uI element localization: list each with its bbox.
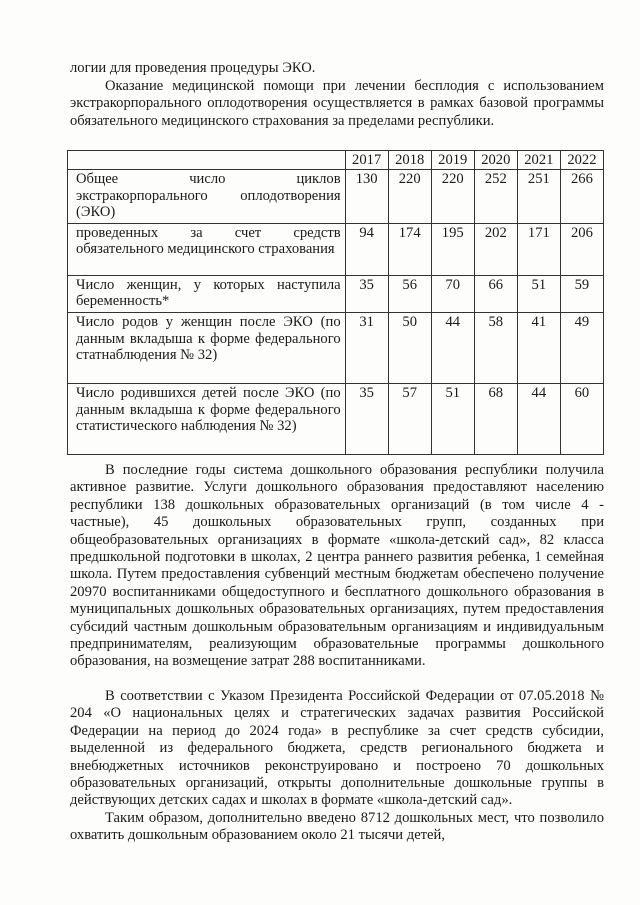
year-header: 2018 xyxy=(388,151,431,170)
preschool-paragraph: В последние годы система дошкольного образования республики получила активное развитие. Услуги дошкольного образования предоставляют населению республики 138 дошкольных образовательных организаций (в том числе 4 - частные), 45 дошкольных образовательных групп, созданных при общеобразовательных организациях в формате «школа-детский сад», 82 класса предшкольной подготовки в школах, 2 центра раннего развития ребенка, 1 семейная школа. Путем предоставления субвенций местным бюджетам обеспечено получение 20970 воспитанниками общедоступного и бесплатного дошкольного образования в муниципальных дошкольных образовательных организациях, путем предоставления субсидий частным дошкольным образовательным организациям и индивидуальным предпринимателям, реализующим образовательные программы дошкольного образования, на возмещение затрат 288 воспитанниками. xyxy=(70,462,604,670)
row-label: Общее число циклов экстракорпорального оплодотворения (ЭКО) xyxy=(68,170,346,224)
table-row xyxy=(68,275,604,312)
table-cell: 44 xyxy=(517,383,560,454)
table-cell: 58 xyxy=(474,312,517,383)
table-cell: 195 xyxy=(431,223,474,275)
table-cell: 49 xyxy=(560,312,603,383)
table-cell: 50 xyxy=(388,312,431,383)
table-cell: 68 xyxy=(474,383,517,454)
table-cell: 41 xyxy=(517,312,560,383)
table-corner-cell xyxy=(68,151,346,170)
table-cell: 56 xyxy=(388,275,431,312)
year-header: 2020 xyxy=(474,151,517,170)
table-cell: 57 xyxy=(388,383,431,454)
table-cell: 251 xyxy=(517,170,560,224)
year-header: 2017 xyxy=(345,151,388,170)
table-cell: 31 xyxy=(345,312,388,383)
year-header: 2019 xyxy=(431,151,474,170)
table-cell: 35 xyxy=(345,383,388,454)
table-cell: 60 xyxy=(560,383,603,454)
table-cell: 35 xyxy=(345,275,388,312)
year-header: 2022 xyxy=(560,151,603,170)
table-cell: 51 xyxy=(431,383,474,454)
table-cell: 94 xyxy=(345,223,388,275)
table-cell: 252 xyxy=(474,170,517,224)
table-cell: 202 xyxy=(474,223,517,275)
table-cell: 220 xyxy=(431,170,474,224)
table-cell: 266 xyxy=(560,170,603,224)
row-label: Число родов у женщин после ЭКО (по данным вкладыша к форме федерального статнаблюдения № 32) xyxy=(68,312,346,383)
table-cell: 51 xyxy=(517,275,560,312)
eco-statistics-table xyxy=(67,150,604,455)
table-cell: 130 xyxy=(345,170,388,224)
table-cell: 220 xyxy=(388,170,431,224)
intro-line: логии для проведения процедуры ЭКО. xyxy=(70,60,316,76)
year-header: 2021 xyxy=(517,151,560,170)
table-cell: 59 xyxy=(560,275,603,312)
table-cell: 44 xyxy=(431,312,474,383)
table-row xyxy=(68,170,604,224)
table-cell: 70 xyxy=(431,275,474,312)
intro-paragraph: Оказание медицинской помощи при лечении бесплодия с использованием экстракорпорального оплодотворения осуществляется в рамках базовой программы обязательного медицинского страхования за пределами республики. xyxy=(70,78,604,129)
row-label: проведенных за счет средств обязательного медицинского страхования xyxy=(68,223,346,275)
table-cell: 171 xyxy=(517,223,560,275)
row-label: Число женщин, у которых наступила беременность* xyxy=(68,275,346,312)
table-row xyxy=(68,383,604,454)
table-header-row xyxy=(68,151,604,170)
table-row xyxy=(68,223,604,275)
table-cell: 206 xyxy=(560,223,603,275)
table-cell: 174 xyxy=(388,223,431,275)
table-row xyxy=(68,312,604,383)
table-cell: 66 xyxy=(474,275,517,312)
summary-paragraph: Таким образом, дополнительно введено 8712 дошкольных мест, что позволило охватить дошкольным образованием около 21 тысячи детей, xyxy=(70,810,604,844)
decree-paragraph: В соответствии с Указом Президента Российской Федерации от 07.05.2018 № 204 «О национальных целях и стратегических задачах развития Российской Федерации на период до 2024 года» в республике за счет средств субсидии, выделенной из федерального бюджета, средств регионального бюджета и внебюджетных источников реконструировано и построено 70 дошкольных образовательных организаций, открыты дополнительные дошкольные группы в действующих детских садах и школах в формате «школа-детский сад». xyxy=(70,688,604,809)
row-label: Число родившихся детей после ЭКО (по данным вкладыша к форме федерального статистического наблюдения № 32) xyxy=(68,383,346,454)
